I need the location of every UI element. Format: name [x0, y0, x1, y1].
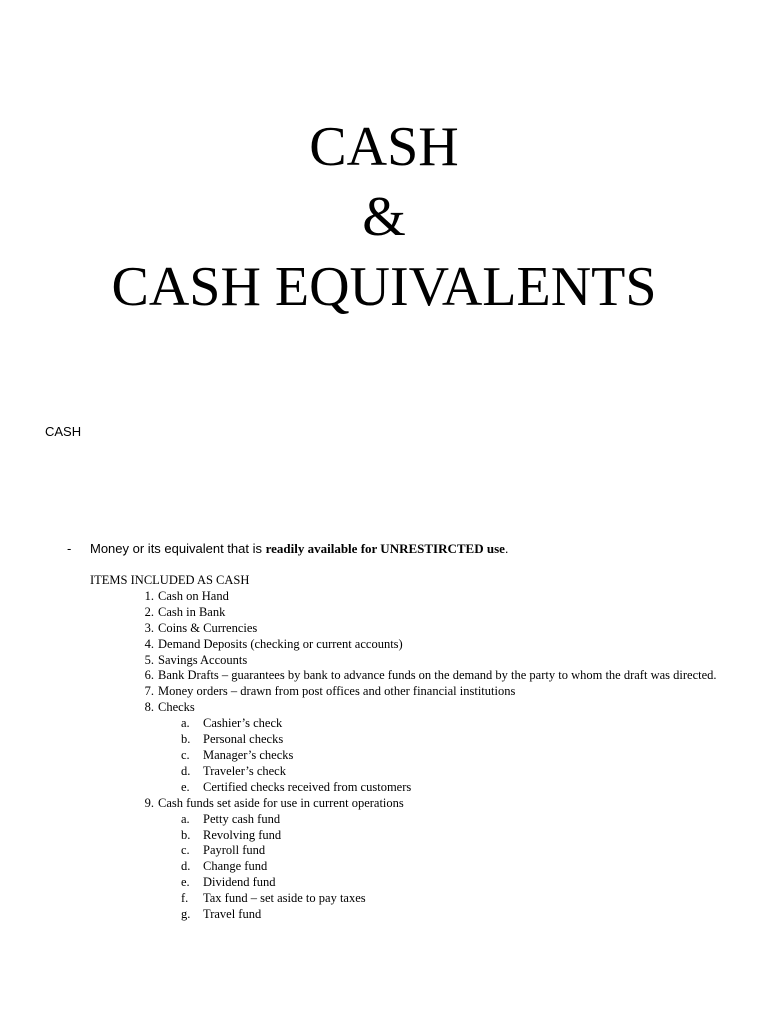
title-line-3: CASH EQUIVALENTS — [111, 256, 657, 318]
item-text: Savings Accounts — [158, 652, 248, 667]
definition-end: . — [504, 541, 509, 556]
sub-item-letter: e. — [181, 875, 190, 890]
bullet-dash: - — [67, 541, 72, 556]
title-line-1: CASH — [309, 116, 459, 178]
list-item — [90, 637, 730, 653]
definition-paragraph — [67, 540, 727, 557]
item-number: 4. — [144, 636, 154, 651]
sub-item-letter: b. — [181, 732, 191, 747]
sub-list-item — [90, 780, 730, 796]
list-item — [90, 605, 730, 621]
sub-item-letter: c. — [181, 843, 190, 858]
sub-item-text: Revolving fund — [203, 827, 282, 842]
items-list — [90, 573, 730, 923]
items-heading: ITEMS INCLUDED AS CASH — [90, 573, 250, 587]
sub-item-letter: g. — [181, 907, 191, 922]
sub-list-item — [90, 875, 730, 891]
sub-item-letter: b. — [181, 827, 191, 842]
sub-list-item — [90, 891, 730, 907]
item-text: Demand Deposits (checking or current accounts) — [158, 636, 403, 651]
sub-item-text: Petty cash fund — [203, 811, 281, 826]
sub-item-text: Tax fund – set aside to pay taxes — [203, 891, 366, 906]
item-number: 2. — [144, 604, 154, 619]
item-text: Cash in Bank — [158, 604, 226, 619]
item-number: 6. — [144, 668, 154, 683]
sub-item-letter: c. — [181, 747, 190, 762]
definition-bold: readily available for UNRESTIRCTED use — [265, 541, 505, 556]
sub-item-text: Traveler’s check — [203, 763, 286, 778]
list-item — [90, 700, 730, 716]
sub-list-item — [90, 907, 730, 923]
item-number: 7. — [144, 684, 154, 699]
sub-item-letter: d. — [181, 763, 191, 778]
item-text: Cash funds set aside for use in current operations — [158, 795, 404, 810]
sub-item-text: Cashier’s check — [203, 716, 283, 731]
sub-item-text: Certified checks received from customers — [203, 779, 412, 794]
sub-item-text: Change fund — [203, 859, 268, 874]
list-item — [90, 621, 730, 637]
sub-list-item — [90, 812, 730, 828]
list-item — [90, 684, 730, 700]
definition-text: Money or its equivalent that is — [90, 541, 266, 556]
sub-item-text: Manager’s checks — [203, 747, 294, 762]
item-text: Coins & Currencies — [158, 620, 258, 635]
item-text: Cash on Hand — [158, 588, 229, 603]
sub-list-item — [90, 828, 730, 844]
list-item — [90, 653, 730, 669]
sub-item-letter: a. — [181, 716, 190, 731]
item-number: 5. — [144, 652, 154, 667]
sub-item-letter: e. — [181, 779, 190, 794]
sub-item-text: Payroll fund — [203, 843, 266, 858]
document-title — [0, 112, 768, 322]
sub-item-text: Travel fund — [203, 907, 262, 922]
sub-list-item — [90, 843, 730, 859]
sub-item-letter: d. — [181, 859, 191, 874]
item-text: Checks — [158, 700, 195, 715]
item-number: 3. — [144, 620, 154, 635]
sub-item-text: Personal checks — [203, 732, 284, 747]
sub-item-letter: f. — [181, 891, 189, 906]
sub-list-item — [90, 859, 730, 875]
list-item — [90, 668, 730, 684]
item-text: Bank Drafts – guarantees by bank to advance funds on the demand by the party to whom the draft was directed. — [158, 668, 717, 683]
sub-list-item — [90, 732, 730, 748]
item-number: 8. — [144, 700, 154, 715]
item-text: Money orders – drawn from post offices and other financial institutions — [158, 684, 516, 699]
item-number: 9. — [144, 795, 154, 810]
sub-item-letter: a. — [181, 811, 190, 826]
list-item — [90, 589, 730, 605]
section-heading: CASH — [45, 424, 82, 439]
sub-item-text: Dividend fund — [203, 875, 276, 890]
item-number: 1. — [144, 588, 154, 603]
sub-list-item — [90, 748, 730, 764]
list-item — [90, 796, 730, 812]
sub-list-item — [90, 764, 730, 780]
sub-list-item — [90, 716, 730, 732]
title-line-2: & — [362, 186, 406, 248]
